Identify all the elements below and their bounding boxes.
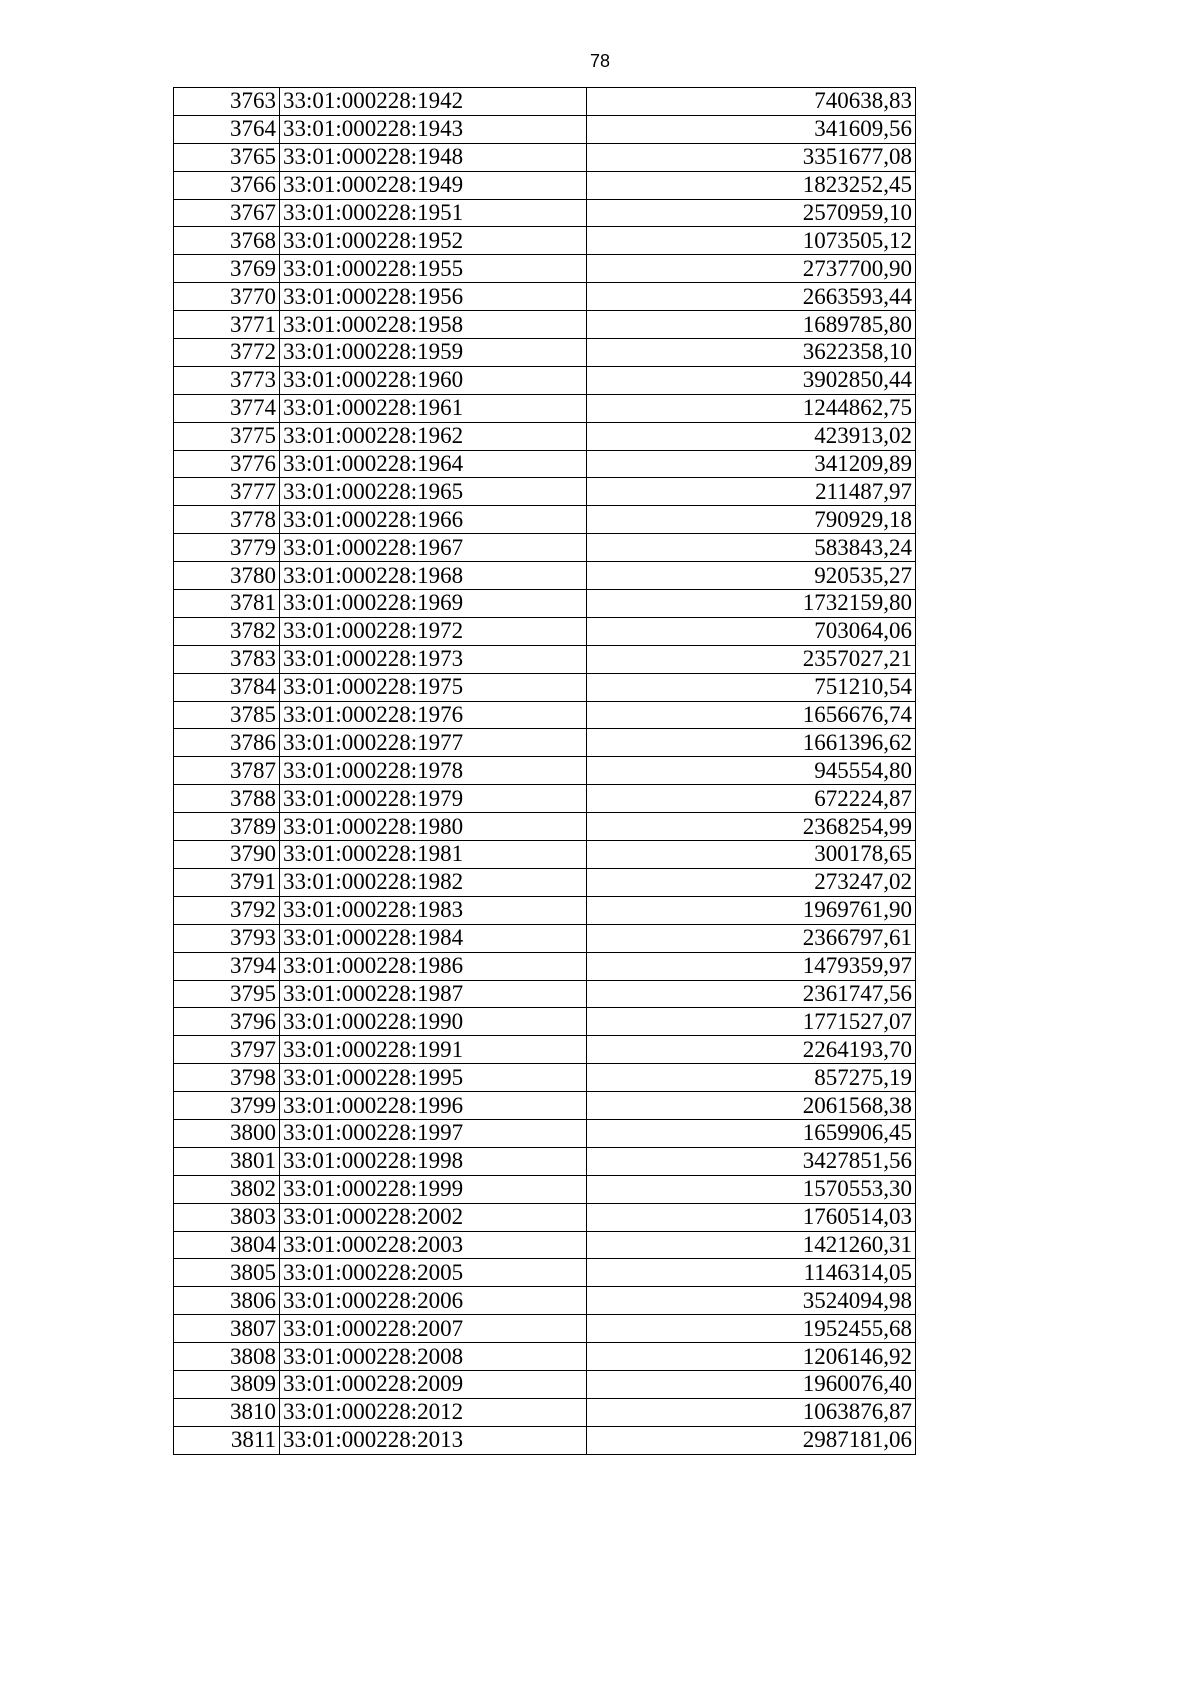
table-row	[174, 88, 916, 116]
table-row	[174, 924, 916, 952]
cadastral-number-cell: 33:01:000228:1966	[280, 506, 587, 534]
row-number-cell: 3786	[174, 729, 280, 757]
table-row	[174, 422, 916, 450]
table-row	[174, 1231, 916, 1259]
row-number-cell: 3771	[174, 311, 280, 339]
cadastral-number-cell: 33:01:000228:1991	[280, 1036, 587, 1064]
cadastral-value-cell: 3622358,10	[587, 339, 916, 367]
row-number-cell: 3763	[174, 88, 280, 116]
cadastral-number-cell: 33:01:000228:1982	[280, 868, 587, 896]
row-number-cell: 3794	[174, 952, 280, 980]
cadastral-value-cell: 703064,06	[587, 617, 916, 645]
table-row	[174, 673, 916, 701]
cadastral-number-cell: 33:01:000228:1967	[280, 534, 587, 562]
table-row	[174, 841, 916, 869]
table-row	[174, 645, 916, 673]
cadastral-number-cell: 33:01:000228:1987	[280, 980, 587, 1008]
cadastral-number-cell: 33:01:000228:1999	[280, 1175, 587, 1203]
cadastral-value-cell: 3351677,08	[587, 143, 916, 171]
table-row	[174, 868, 916, 896]
table-row	[174, 1175, 916, 1203]
cadastral-number-cell: 33:01:000228:1968	[280, 562, 587, 590]
cadastral-number-cell: 33:01:000228:1958	[280, 311, 587, 339]
cadastral-number-cell: 33:01:000228:1981	[280, 841, 587, 869]
table-row	[174, 952, 916, 980]
row-number-cell: 3804	[174, 1231, 280, 1259]
cadastral-value-cell: 3902850,44	[587, 366, 916, 394]
cadastral-number-cell: 33:01:000228:1962	[280, 422, 587, 450]
table-row	[174, 813, 916, 841]
table-row	[174, 534, 916, 562]
row-number-cell: 3788	[174, 785, 280, 813]
row-number-cell: 3810	[174, 1398, 280, 1426]
cadastral-number-cell: 33:01:000228:1972	[280, 617, 587, 645]
row-number-cell: 3799	[174, 1092, 280, 1120]
table-row	[174, 896, 916, 924]
row-number-cell: 3779	[174, 534, 280, 562]
table-row	[174, 785, 916, 813]
table-row	[174, 757, 916, 785]
cadastral-number-cell: 33:01:000228:1959	[280, 339, 587, 367]
cadastral-value-cell: 740638,83	[587, 88, 916, 116]
row-number-cell: 3767	[174, 199, 280, 227]
row-number-cell: 3775	[174, 422, 280, 450]
row-number-cell: 3783	[174, 645, 280, 673]
cadastral-value-cell: 423913,02	[587, 422, 916, 450]
table-row	[174, 1315, 916, 1343]
cadastral-value-cell: 1479359,97	[587, 952, 916, 980]
cadastral-value-cell: 1570553,30	[587, 1175, 916, 1203]
row-number-cell: 3807	[174, 1315, 280, 1343]
cadastral-value-cell: 3427851,56	[587, 1147, 916, 1175]
cadastral-number-cell: 33:01:000228:2013	[280, 1426, 587, 1454]
row-number-cell: 3772	[174, 339, 280, 367]
cadastral-value-cell: 2361747,56	[587, 980, 916, 1008]
row-number-cell: 3776	[174, 450, 280, 478]
cadastral-value-cell: 920535,27	[587, 562, 916, 590]
row-number-cell: 3770	[174, 283, 280, 311]
cadastral-number-cell: 33:01:000228:1986	[280, 952, 587, 980]
page-number: 78	[589, 51, 611, 71]
row-number-cell: 3798	[174, 1064, 280, 1092]
cadastral-value-cell: 1073505,12	[587, 227, 916, 255]
row-number-cell: 3765	[174, 143, 280, 171]
cadastral-value-cell: 300178,65	[587, 841, 916, 869]
cadastral-value-cell: 751210,54	[587, 673, 916, 701]
table-row	[174, 1092, 916, 1120]
table-row	[174, 115, 916, 143]
cadastral-value-cell: 341609,56	[587, 115, 916, 143]
cadastral-number-cell: 33:01:000228:1964	[280, 450, 587, 478]
table-row	[174, 1370, 916, 1398]
cadastral-number-cell: 33:01:000228:1973	[280, 645, 587, 673]
cadastral-value-cell: 1244862,75	[587, 394, 916, 422]
cadastral-value-cell: 1771527,07	[587, 1008, 916, 1036]
row-number-cell: 3780	[174, 562, 280, 590]
cadastral-value-cell: 1656676,74	[587, 701, 916, 729]
table-row	[174, 617, 916, 645]
cadastral-number-cell: 33:01:000228:1965	[280, 478, 587, 506]
table-row	[174, 311, 916, 339]
table-row	[174, 283, 916, 311]
cadastral-number-cell: 33:01:000228:2007	[280, 1315, 587, 1343]
cadastral-value-cell: 211487,97	[587, 478, 916, 506]
cadastral-number-cell: 33:01:000228:1996	[280, 1092, 587, 1120]
cadastral-value-cell: 790929,18	[587, 506, 916, 534]
row-number-cell: 3787	[174, 757, 280, 785]
row-number-cell: 3781	[174, 590, 280, 618]
table-row	[174, 394, 916, 422]
cadastral-number-cell: 33:01:000228:1976	[280, 701, 587, 729]
table-row	[174, 339, 916, 367]
cadastral-number-cell: 33:01:000228:1998	[280, 1147, 587, 1175]
cadastral-value-cell: 1732159,80	[587, 590, 916, 618]
table-row	[174, 1203, 916, 1231]
table-row	[174, 366, 916, 394]
cadastral-number-cell: 33:01:000228:1977	[280, 729, 587, 757]
row-number-cell: 3805	[174, 1259, 280, 1287]
table-row	[174, 1259, 916, 1287]
cadastral-number-cell: 33:01:000228:2005	[280, 1259, 587, 1287]
row-number-cell: 3800	[174, 1119, 280, 1147]
cadastral-value-cell: 2987181,06	[587, 1426, 916, 1454]
cadastral-value-cell: 1661396,62	[587, 729, 916, 757]
row-number-cell: 3785	[174, 701, 280, 729]
table-row	[174, 1147, 916, 1175]
table-row	[174, 227, 916, 255]
cadastral-number-cell: 33:01:000228:1955	[280, 255, 587, 283]
table-row	[174, 1064, 916, 1092]
cadastral-number-cell: 33:01:000228:2006	[280, 1287, 587, 1315]
cadastral-number-cell: 33:01:000228:1984	[280, 924, 587, 952]
cadastral-number-cell: 33:01:000228:1961	[280, 394, 587, 422]
table-row	[174, 171, 916, 199]
table-row	[174, 1398, 916, 1426]
row-number-cell: 3774	[174, 394, 280, 422]
cadastral-number-cell: 33:01:000228:1942	[280, 88, 587, 116]
row-number-cell: 3769	[174, 255, 280, 283]
cadastral-value-cell: 945554,80	[587, 757, 916, 785]
cadastral-value-cell: 1952455,68	[587, 1315, 916, 1343]
row-number-cell: 3803	[174, 1203, 280, 1231]
cadastral-value-cell: 1760514,03	[587, 1203, 916, 1231]
cadastral-value-cell: 1960076,40	[587, 1370, 916, 1398]
row-number-cell: 3795	[174, 980, 280, 1008]
table-row	[174, 1119, 916, 1147]
row-number-cell: 3792	[174, 896, 280, 924]
cadastral-value-cell: 1206146,92	[587, 1343, 916, 1371]
cadastral-value-cell: 273247,02	[587, 868, 916, 896]
table-row	[174, 1343, 916, 1371]
table-row	[174, 562, 916, 590]
cadastral-number-cell: 33:01:000228:1956	[280, 283, 587, 311]
cadastral-number-cell: 33:01:000228:1960	[280, 366, 587, 394]
table-row	[174, 1008, 916, 1036]
row-number-cell: 3808	[174, 1343, 280, 1371]
cadastral-value-cell: 2366797,61	[587, 924, 916, 952]
table-body	[174, 88, 916, 1455]
table-row	[174, 478, 916, 506]
table-row	[174, 729, 916, 757]
table-row	[174, 590, 916, 618]
cadastral-value-cell: 2264193,70	[587, 1036, 916, 1064]
cadastral-value-cell: 672224,87	[587, 785, 916, 813]
cadastral-value-cell: 2570959,10	[587, 199, 916, 227]
cadastral-value-cell: 2663593,44	[587, 283, 916, 311]
cadastral-value-cell: 2061568,38	[587, 1092, 916, 1120]
row-number-cell: 3777	[174, 478, 280, 506]
table-row	[174, 1287, 916, 1315]
row-number-cell: 3784	[174, 673, 280, 701]
cadastral-number-cell: 33:01:000228:1980	[280, 813, 587, 841]
cadastral-number-cell: 33:01:000228:1975	[280, 673, 587, 701]
row-number-cell: 3768	[174, 227, 280, 255]
cadastral-value-table	[173, 87, 916, 1455]
cadastral-value-cell: 1421260,31	[587, 1231, 916, 1259]
row-number-cell: 3802	[174, 1175, 280, 1203]
table-row	[174, 255, 916, 283]
table-row	[174, 450, 916, 478]
cadastral-value-cell: 341209,89	[587, 450, 916, 478]
cadastral-value-cell: 2368254,99	[587, 813, 916, 841]
table-row	[174, 1426, 916, 1454]
table-row	[174, 1036, 916, 1064]
row-number-cell: 3782	[174, 617, 280, 645]
table-row	[174, 199, 916, 227]
row-number-cell: 3801	[174, 1147, 280, 1175]
row-number-cell: 3778	[174, 506, 280, 534]
cadastral-number-cell: 33:01:000228:1969	[280, 590, 587, 618]
cadastral-value-cell: 1146314,05	[587, 1259, 916, 1287]
cadastral-value-cell: 2737700,90	[587, 255, 916, 283]
cadastral-value-cell: 1063876,87	[587, 1398, 916, 1426]
cadastral-value-cell: 583843,24	[587, 534, 916, 562]
cadastral-number-cell: 33:01:000228:1952	[280, 227, 587, 255]
row-number-cell: 3793	[174, 924, 280, 952]
cadastral-number-cell: 33:01:000228:1990	[280, 1008, 587, 1036]
cadastral-number-cell: 33:01:000228:1943	[280, 115, 587, 143]
row-number-cell: 3811	[174, 1426, 280, 1454]
row-number-cell: 3791	[174, 868, 280, 896]
cadastral-number-cell: 33:01:000228:2008	[280, 1343, 587, 1371]
row-number-cell: 3789	[174, 813, 280, 841]
table-row	[174, 980, 916, 1008]
cadastral-number-cell: 33:01:000228:2003	[280, 1231, 587, 1259]
cadastral-number-cell: 33:01:000228:1951	[280, 199, 587, 227]
row-number-cell: 3773	[174, 366, 280, 394]
cadastral-number-cell: 33:01:000228:1997	[280, 1119, 587, 1147]
row-number-cell: 3766	[174, 171, 280, 199]
cadastral-number-cell: 33:01:000228:1949	[280, 171, 587, 199]
row-number-cell: 3796	[174, 1008, 280, 1036]
cadastral-number-cell: 33:01:000228:1983	[280, 896, 587, 924]
row-number-cell: 3764	[174, 115, 280, 143]
cadastral-value-cell: 3524094,98	[587, 1287, 916, 1315]
cadastral-value-cell: 1659906,45	[587, 1119, 916, 1147]
table-row	[174, 143, 916, 171]
cadastral-value-cell: 2357027,21	[587, 645, 916, 673]
table-row	[174, 701, 916, 729]
cadastral-value-cell: 1689785,80	[587, 311, 916, 339]
cadastral-number-cell: 33:01:000228:2012	[280, 1398, 587, 1426]
cadastral-number-cell: 33:01:000228:1978	[280, 757, 587, 785]
cadastral-number-cell: 33:01:000228:1995	[280, 1064, 587, 1092]
cadastral-number-cell: 33:01:000228:2002	[280, 1203, 587, 1231]
table-row	[174, 506, 916, 534]
cadastral-number-cell: 33:01:000228:2009	[280, 1370, 587, 1398]
cadastral-number-cell: 33:01:000228:1948	[280, 143, 587, 171]
cadastral-value-cell: 1969761,90	[587, 896, 916, 924]
row-number-cell: 3790	[174, 841, 280, 869]
row-number-cell: 3809	[174, 1370, 280, 1398]
cadastral-number-cell: 33:01:000228:1979	[280, 785, 587, 813]
row-number-cell: 3806	[174, 1287, 280, 1315]
row-number-cell: 3797	[174, 1036, 280, 1064]
cadastral-value-cell: 1823252,45	[587, 171, 916, 199]
cadastral-value-cell: 857275,19	[587, 1064, 916, 1092]
